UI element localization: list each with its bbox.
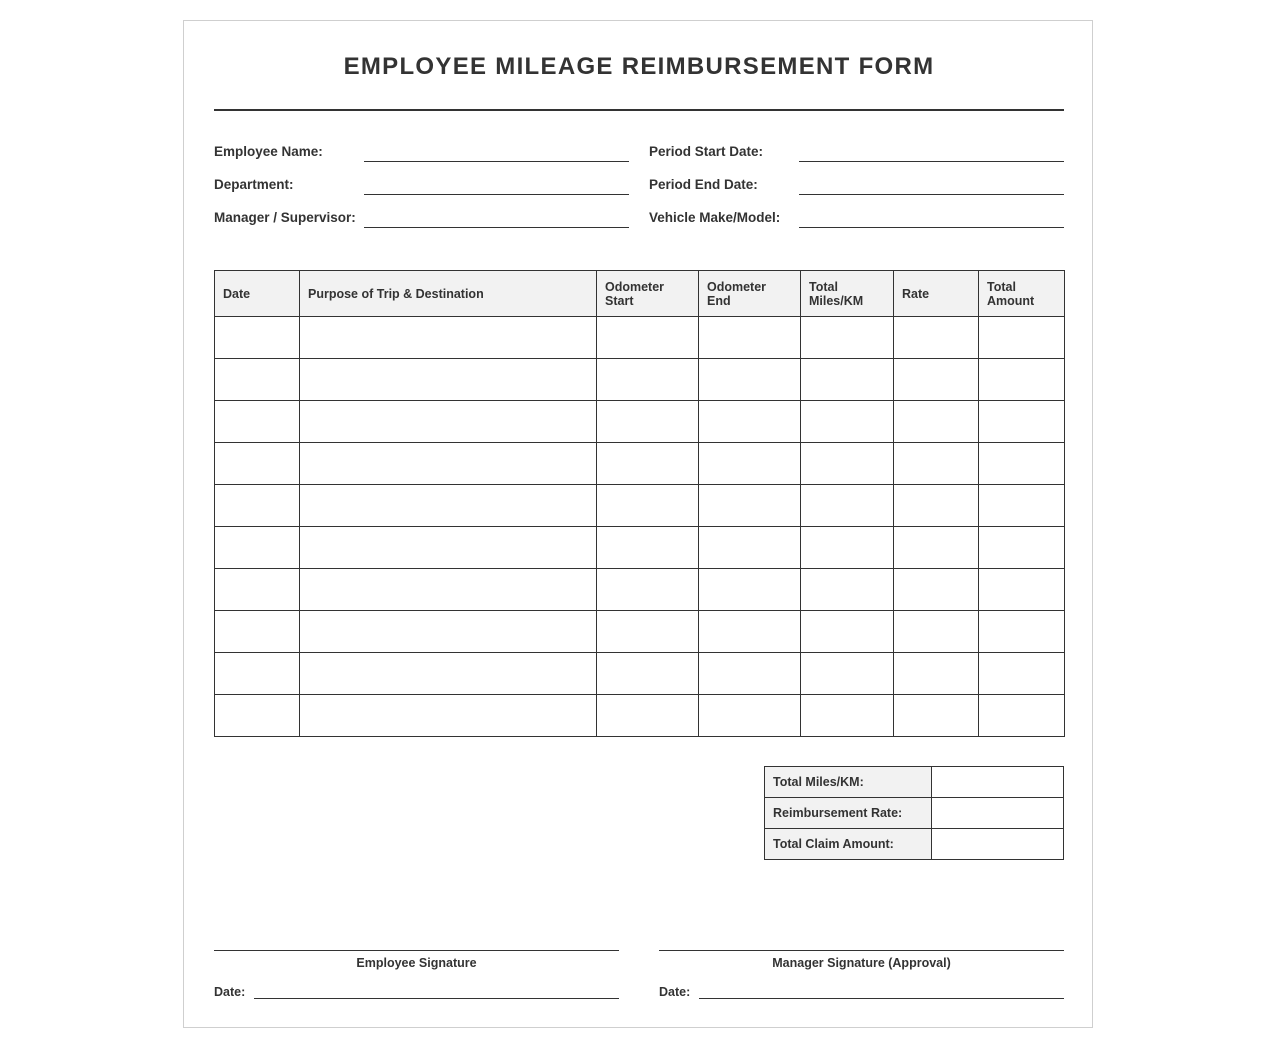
table-cell[interactable] bbox=[215, 443, 300, 485]
manager-row bbox=[214, 210, 629, 234]
department-row bbox=[214, 177, 629, 201]
employee-name-field[interactable] bbox=[364, 161, 629, 162]
table-cell[interactable] bbox=[597, 401, 699, 443]
table-cell[interactable] bbox=[699, 317, 801, 359]
employee-signature-line[interactable] bbox=[214, 950, 619, 951]
table-cell[interactable] bbox=[300, 443, 597, 485]
table-row bbox=[215, 653, 1065, 695]
table-cell[interactable] bbox=[979, 485, 1065, 527]
table-cell[interactable] bbox=[215, 653, 300, 695]
table-row bbox=[215, 611, 1065, 653]
period-end-field[interactable] bbox=[799, 194, 1064, 195]
table-cell[interactable] bbox=[979, 569, 1065, 611]
form-page bbox=[183, 20, 1093, 1028]
table-cell[interactable] bbox=[979, 359, 1065, 401]
table-cell[interactable] bbox=[894, 527, 979, 569]
department-field[interactable] bbox=[364, 194, 629, 195]
manager-signature-caption: Manager Signature (Approval) bbox=[772, 956, 951, 970]
table-cell[interactable] bbox=[801, 695, 894, 737]
header-purpose: Purpose of Trip & Destination bbox=[300, 271, 597, 317]
table-cell[interactable] bbox=[979, 527, 1065, 569]
table-cell[interactable] bbox=[215, 569, 300, 611]
table-row bbox=[215, 401, 1065, 443]
table-cell[interactable] bbox=[894, 611, 979, 653]
table-cell[interactable] bbox=[894, 653, 979, 695]
total-miles-value[interactable] bbox=[932, 767, 1064, 798]
department-label: Department: bbox=[214, 177, 294, 192]
table-row bbox=[215, 443, 1065, 485]
table-cell[interactable] bbox=[801, 443, 894, 485]
table-cell[interactable] bbox=[597, 485, 699, 527]
totals-row bbox=[765, 767, 1064, 798]
table-cell[interactable] bbox=[215, 527, 300, 569]
table-cell[interactable] bbox=[699, 653, 801, 695]
manager-date-label: Date: bbox=[659, 985, 691, 999]
table-row bbox=[215, 359, 1065, 401]
totals-row bbox=[765, 798, 1064, 829]
table-cell[interactable] bbox=[215, 401, 300, 443]
manager-field[interactable] bbox=[364, 227, 629, 228]
totals-row bbox=[765, 829, 1064, 860]
table-row bbox=[215, 317, 1065, 359]
table-header-row bbox=[215, 271, 1065, 317]
table-cell[interactable] bbox=[597, 527, 699, 569]
reimbursement-rate-value[interactable] bbox=[932, 798, 1064, 829]
table-cell[interactable] bbox=[699, 359, 801, 401]
table-cell[interactable] bbox=[894, 485, 979, 527]
mileage-log-table bbox=[214, 270, 1065, 737]
table-cell[interactable] bbox=[979, 611, 1065, 653]
period-end-row bbox=[649, 177, 1064, 201]
table-cell[interactable] bbox=[215, 359, 300, 401]
table-cell[interactable] bbox=[300, 653, 597, 695]
header-date: Date bbox=[215, 271, 300, 317]
table-row bbox=[215, 695, 1065, 737]
manager-label: Manager / Supervisor: bbox=[214, 210, 356, 225]
table-cell[interactable] bbox=[300, 569, 597, 611]
employee-name-label: Employee Name: bbox=[214, 144, 323, 159]
table-cell[interactable] bbox=[597, 611, 699, 653]
reimbursement-rate-label: Reimbursement Rate: bbox=[765, 798, 932, 829]
table-cell[interactable] bbox=[979, 443, 1065, 485]
table-cell[interactable] bbox=[894, 317, 979, 359]
header-rate: Rate bbox=[894, 271, 979, 317]
table-cell[interactable] bbox=[597, 359, 699, 401]
table-cell[interactable] bbox=[300, 695, 597, 737]
table-cell[interactable] bbox=[801, 569, 894, 611]
table-cell[interactable] bbox=[801, 317, 894, 359]
vehicle-row bbox=[649, 210, 1064, 234]
manager-date-field[interactable] bbox=[699, 998, 1064, 999]
table-cell[interactable] bbox=[894, 401, 979, 443]
vehicle-field[interactable] bbox=[799, 227, 1064, 228]
table-cell[interactable] bbox=[801, 527, 894, 569]
table-cell[interactable] bbox=[699, 611, 801, 653]
table-cell[interactable] bbox=[597, 317, 699, 359]
total-claim-label: Total Claim Amount: bbox=[765, 829, 932, 860]
table-cell[interactable] bbox=[699, 443, 801, 485]
title-divider bbox=[214, 109, 1064, 111]
table-row bbox=[215, 527, 1065, 569]
header-total-miles: Total Miles/KM bbox=[801, 271, 894, 317]
table-cell[interactable] bbox=[894, 695, 979, 737]
table-cell[interactable] bbox=[300, 485, 597, 527]
period-start-row bbox=[649, 144, 1064, 168]
table-cell[interactable] bbox=[894, 359, 979, 401]
table-cell[interactable] bbox=[300, 317, 597, 359]
table-cell[interactable] bbox=[894, 569, 979, 611]
table-cell[interactable] bbox=[894, 443, 979, 485]
table-cell[interactable] bbox=[699, 401, 801, 443]
table-body bbox=[215, 317, 1065, 737]
table-cell[interactable] bbox=[801, 611, 894, 653]
employee-date-field[interactable] bbox=[254, 998, 619, 999]
table-cell[interactable] bbox=[215, 485, 300, 527]
table-cell[interactable] bbox=[801, 359, 894, 401]
period-start-field[interactable] bbox=[799, 161, 1064, 162]
employee-signature-caption: Employee Signature bbox=[356, 956, 477, 970]
table-cell[interactable] bbox=[699, 569, 801, 611]
table-row bbox=[215, 569, 1065, 611]
employee-name-row bbox=[214, 144, 629, 168]
table-cell[interactable] bbox=[979, 653, 1065, 695]
header-total-amount: Total Amount bbox=[979, 271, 1065, 317]
period-start-label: Period Start Date: bbox=[649, 144, 764, 159]
table-cell[interactable] bbox=[300, 359, 597, 401]
table-cell[interactable] bbox=[300, 527, 597, 569]
table-cell[interactable] bbox=[215, 695, 300, 737]
manager-signature-line[interactable] bbox=[659, 950, 1064, 951]
table-cell[interactable] bbox=[300, 401, 597, 443]
table-cell[interactable] bbox=[597, 695, 699, 737]
table-cell[interactable] bbox=[801, 485, 894, 527]
total-miles-label: Total Miles/KM: bbox=[765, 767, 932, 798]
table-cell[interactable] bbox=[597, 443, 699, 485]
header-odometer-end: Odometer End bbox=[699, 271, 801, 317]
period-end-label: Period End Date: bbox=[649, 177, 758, 192]
table-cell[interactable] bbox=[300, 611, 597, 653]
total-claim-value[interactable] bbox=[932, 829, 1064, 860]
table-cell[interactable] bbox=[597, 653, 699, 695]
employee-date-label: Date: bbox=[214, 985, 246, 999]
totals-table bbox=[764, 766, 1064, 860]
table-cell[interactable] bbox=[597, 569, 699, 611]
form-title: EMPLOYEE MILEAGE REIMBURSEMENT FORM bbox=[343, 53, 935, 80]
table-cell[interactable] bbox=[801, 401, 894, 443]
table-cell[interactable] bbox=[801, 653, 894, 695]
header-odometer-start: Odometer Start bbox=[597, 271, 699, 317]
table-row bbox=[215, 485, 1065, 527]
table-cell[interactable] bbox=[979, 695, 1065, 737]
table-cell[interactable] bbox=[699, 695, 801, 737]
table-cell[interactable] bbox=[979, 401, 1065, 443]
table-cell[interactable] bbox=[699, 485, 801, 527]
vehicle-label: Vehicle Make/Model: bbox=[649, 210, 781, 225]
table-cell[interactable] bbox=[215, 317, 300, 359]
table-cell[interactable] bbox=[215, 611, 300, 653]
table-cell[interactable] bbox=[979, 317, 1065, 359]
table-cell[interactable] bbox=[699, 527, 801, 569]
